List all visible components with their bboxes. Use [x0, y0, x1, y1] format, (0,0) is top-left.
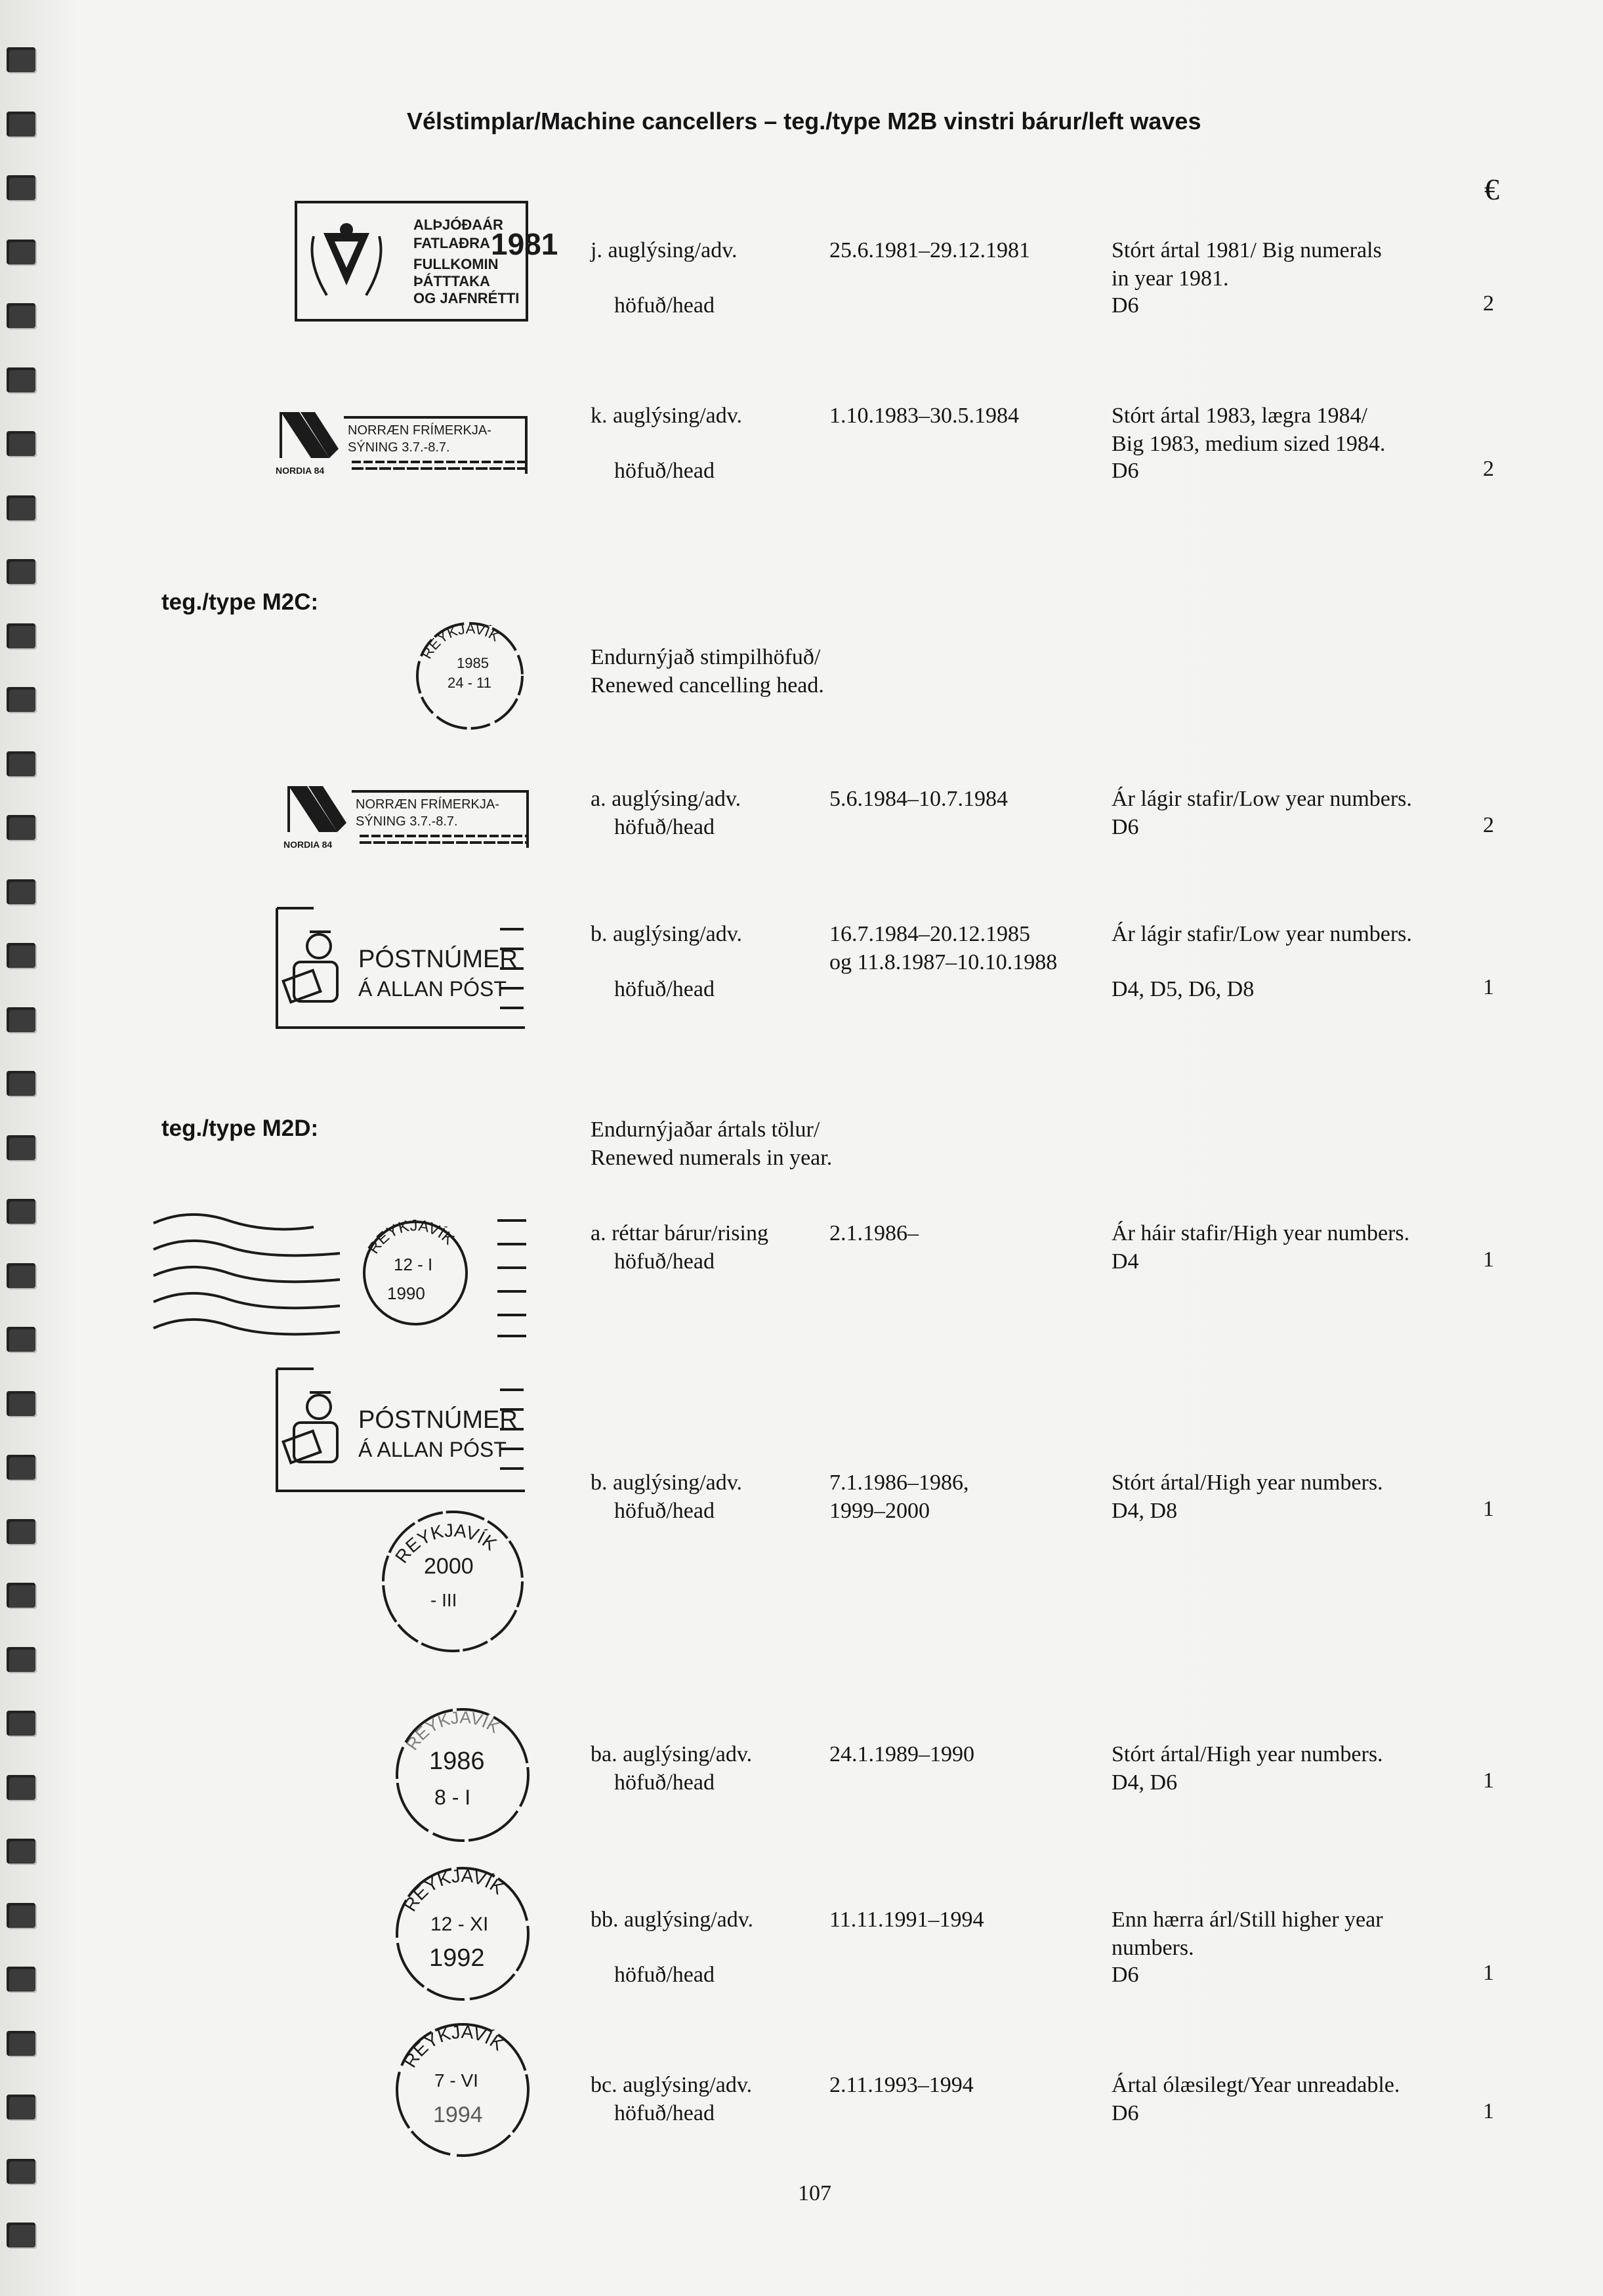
stamp-m2c-town: REYKJAVÍK	[418, 620, 503, 662]
binding-hole	[7, 1711, 35, 1736]
entry-head: höfuð/head	[614, 1249, 715, 1274]
section-desc-m2c-1: Endurnýjað stimpilhöfuð/	[591, 645, 821, 669]
wave-lines-icon	[154, 1215, 340, 1334]
entry-date-1: 5.6.1984–10.7.1984	[829, 787, 1008, 811]
nordia-logo-icon	[289, 786, 346, 832]
section-label-m2d: teg./type M2D:	[161, 1116, 319, 1141]
postman-icon	[283, 932, 337, 1002]
entry-die: D4, D6	[1112, 1770, 1178, 1795]
entry-code: ba. auglýsing/adv.	[591, 1742, 753, 1766]
entry-count: 1	[1483, 1247, 1494, 1272]
stamp-image-m2d-a	[150, 1207, 537, 1339]
entry-note-1: Enn hærra árl/Still higher year	[1112, 1908, 1383, 1932]
entry-count: 1	[1483, 1768, 1494, 1793]
binding-hole	[7, 623, 35, 648]
binding-hole	[7, 2159, 35, 2184]
page-number: 107	[798, 2181, 831, 2205]
binding-hole	[7, 1583, 35, 1608]
stamp-m2d-bc-date: 7 - VI	[434, 2070, 478, 2091]
stamp-m2c-a-line2: SÝNING 3.7.-8.7.	[356, 814, 458, 829]
entry-date-1: 2.1.1986–	[829, 1221, 919, 1245]
binding-hole	[7, 2095, 35, 2119]
stamp-m2d-b-town: REYKJAVÍK	[391, 1520, 501, 1567]
entry-die: D4, D5, D6, D8	[1112, 977, 1255, 1001]
stamp-image-m2c	[411, 617, 529, 735]
stamp-m2d-b-date: - III	[430, 1590, 457, 1610]
binding-hole	[7, 431, 35, 456]
binding-hole	[7, 1071, 35, 1096]
binding-hole	[7, 495, 35, 520]
postman-icon	[283, 1392, 337, 1463]
stamp-m2d-bb-year: 1992	[429, 1944, 485, 1972]
stamp-m2d-b-line2: Á ALLAN PÓST	[358, 1438, 507, 1461]
entry-code: bc. auglýsing/adv.	[591, 2073, 753, 2097]
stamp-m2c-a-line1: NORRÆN FRÍMERKJA-	[356, 797, 499, 812]
stamp-j-year: 1981	[491, 227, 558, 261]
stamp-m2d-a-town: REYKJAVÍK	[364, 1217, 458, 1257]
nordia-logo-icon	[281, 412, 339, 458]
stamp-k-line1: NORRÆN FRÍMERKJA-	[348, 423, 491, 438]
entry-note-1: Stórt ártal/High year numbers.	[1112, 1471, 1383, 1495]
binding-hole	[7, 1647, 35, 1672]
stamp-m2d-bc-year: 1994	[433, 2102, 483, 2127]
entry-code: j. auglýsing/adv.	[591, 238, 738, 262]
binding-hole	[7, 1839, 35, 1864]
euro-column-symbol: €	[1484, 173, 1499, 206]
entry-date-1: 7.1.1986–1986,	[829, 1471, 969, 1495]
entry-note-1: Stórt ártal/High year numbers.	[1112, 1742, 1383, 1766]
stamp-m2c-year: 1985	[457, 655, 489, 671]
section-desc-m2d-1: Endurnýjaðar ártals tölur/	[591, 1117, 820, 1142]
stamp-image-k	[276, 406, 531, 484]
binding-hole	[7, 2031, 35, 2056]
binding-hole	[7, 1519, 35, 1544]
svg-text:REYKJAVÍK	[402, 1707, 503, 1754]
binding-hole	[7, 1327, 35, 1352]
binding-hole	[7, 175, 35, 200]
binding-hole	[7, 559, 35, 584]
stamp-j-line4: ÞÁTTTAKA	[413, 273, 490, 289]
binding-hole	[7, 751, 35, 776]
entry-die: D4	[1112, 1249, 1139, 1274]
entry-head: höfuð/head	[614, 977, 715, 1001]
entry-date-1: 16.7.1984–20.12.1985	[829, 922, 1030, 946]
section-desc-m2c-2: Renewed cancelling head.	[591, 673, 824, 698]
binding-hole	[7, 1135, 35, 1160]
entry-code: a. réttar bárur/rising	[591, 1221, 768, 1245]
binding-hole	[7, 815, 35, 840]
stamp-m2d-a-year: 1990	[387, 1284, 425, 1303]
entry-die: D4, D8	[1112, 1499, 1178, 1523]
stamp-k-nordia: NORDIA 84	[276, 465, 325, 476]
binding-hole	[7, 2223, 35, 2247]
page-header: Vélstimplar/Machine cancellers – teg./type M2B vinstri bárur/left waves	[407, 108, 1201, 135]
entry-date-2: 1999–2000	[829, 1499, 930, 1523]
svg-text:REYKJAVÍK	[365, 1217, 458, 1257]
binding-hole	[7, 943, 35, 968]
svg-text:REYKJAVÍK	[400, 2022, 508, 2071]
stamp-m2d-bb-date: 12 - XI	[430, 1913, 489, 1935]
entry-note-2: numbers.	[1112, 1936, 1194, 1960]
stamp-image-m2d-bc	[387, 2014, 538, 2165]
binding-hole	[7, 240, 35, 264]
spiral-binding	[0, 0, 46, 2296]
entry-head: höfuð/head	[614, 459, 715, 483]
entry-note-2: in year 1981.	[1112, 266, 1229, 291]
stamp-m2d-b-year: 2000	[424, 1554, 474, 1579]
entry-die: D6	[1112, 2101, 1139, 2125]
stamp-m2c-b-line2: Á ALLAN PÓST	[358, 977, 507, 1001]
stamp-m2d-a-date: 12 - I	[394, 1255, 433, 1274]
entry-note-1: Stórt ártal 1983, lægra 1984/	[1112, 404, 1368, 428]
entry-count: 1	[1483, 1497, 1494, 1521]
stamp-image-m2d-bb	[387, 1858, 538, 2009]
binding-hole	[7, 1391, 35, 1416]
stamp-image-m2d-b-circle	[374, 1503, 531, 1660]
entry-die: D6	[1112, 459, 1139, 483]
wreath-emblem-icon	[312, 223, 381, 295]
entry-note-1: Ár lágir stafir/Low year numbers.	[1112, 922, 1412, 946]
entry-die: D6	[1112, 1963, 1139, 1987]
entry-date-1: 24.1.1989–1990	[829, 1742, 974, 1766]
binding-hole	[7, 367, 35, 392]
entry-date-1: 25.6.1981–29.12.1981	[829, 238, 1030, 262]
entry-note-1: Stórt ártal 1981/ Big numerals	[1112, 238, 1382, 262]
stamp-image-m2d-ba	[387, 1700, 538, 1850]
stamp-image-m2c-a	[283, 780, 533, 858]
entry-head: höfuð/head	[614, 1770, 715, 1795]
stamp-k-line2: SÝNING 3.7.-8.7.	[348, 440, 450, 455]
entry-code: b. auglýsing/adv.	[591, 1471, 743, 1495]
stamp-m2d-b-line1: PÓSTNÚMER	[358, 1406, 518, 1434]
binding-hole	[7, 112, 35, 136]
entry-count: 2	[1483, 813, 1494, 837]
binding-hole	[7, 1007, 35, 1032]
entry-count: 1	[1483, 975, 1494, 999]
binding-hole	[7, 1455, 35, 1480]
stamp-image-m2c-b	[274, 903, 531, 1032]
binding-hole	[7, 1903, 35, 1928]
section-label-m2c: teg./type M2C:	[161, 589, 319, 615]
binding-hole	[7, 1967, 35, 1992]
entry-date-2: og 11.8.1987–10.10.1988	[829, 950, 1058, 974]
entry-head: höfuð/head	[614, 1499, 715, 1523]
stamp-image-m2d-b-postnumer	[274, 1364, 531, 1495]
entry-count: 2	[1483, 457, 1494, 481]
svg-text:REYKJAVÍK	[400, 1866, 508, 1915]
entry-count: 2	[1483, 291, 1494, 316]
stamp-m2c-a-nordia: NORDIA 84	[283, 839, 333, 850]
stamp-image-j	[294, 197, 558, 325]
entry-head: höfuð/head	[614, 2101, 715, 2125]
entry-die: D6	[1112, 293, 1139, 318]
entry-head: höfuð/head	[614, 1963, 715, 1987]
stamp-m2c-date: 24 - 11	[448, 675, 491, 691]
entry-note-1: Ár háir stafir/High year numbers.	[1112, 1221, 1410, 1245]
entry-head: höfuð/head	[614, 293, 715, 318]
binding-hole	[7, 1775, 35, 1800]
binding-hole	[7, 1263, 35, 1288]
entry-date-1: 2.11.1993–1994	[829, 2073, 974, 2097]
stamp-j-line5: OG JAFNRÉTTI	[413, 290, 520, 306]
entry-date-1: 1.10.1983–30.5.1984	[829, 404, 1019, 428]
entry-note-1: Ártal ólæsilegt/Year unreadable.	[1112, 2073, 1400, 2097]
stamp-m2d-ba-date: 8 - I	[434, 1785, 471, 1809]
entry-count: 1	[1483, 1961, 1494, 1985]
entry-code: k. auglýsing/adv.	[591, 404, 743, 428]
binding-hole	[7, 1199, 35, 1224]
entry-note-2: Big 1983, medium sized 1984.	[1112, 432, 1386, 456]
stamp-j-line1: ALÞJÓÐAÁR	[413, 217, 503, 233]
entry-code: bb. auglýsing/adv.	[591, 1908, 754, 1932]
binding-hole	[7, 879, 35, 904]
entry-note-1: Ár lágir stafir/Low year numbers.	[1112, 787, 1412, 811]
stamp-m2c-b-line1: PÓSTNÚMER	[358, 946, 518, 973]
stamp-m2d-bb-town: REYKJAVÍK	[399, 1865, 508, 1915]
entry-die: D6	[1112, 815, 1139, 839]
stamp-j-line2: FATLAÐRA	[413, 235, 490, 251]
section-desc-m2d-2: Renewed numerals in year.	[591, 1146, 833, 1170]
stamp-m2d-ba-year: 1986	[429, 1747, 485, 1775]
entry-date-1: 11.11.1991–1994	[829, 1908, 984, 1932]
entry-code: a. auglýsing/adv.	[591, 787, 741, 811]
entry-count: 1	[1483, 2099, 1494, 2123]
binding-hole	[7, 303, 35, 328]
binding-hole	[7, 47, 35, 72]
stamp-m2d-bc-town: REYKJAVÍK	[399, 2021, 508, 2072]
binding-hole	[7, 687, 35, 712]
entry-code: b. auglýsing/adv.	[591, 922, 743, 946]
entry-head: höfuð/head	[614, 815, 715, 839]
stamp-m2d-ba-town: REYKJAVÍK	[402, 1707, 503, 1754]
stamp-j-line3: FULLKOMIN	[413, 256, 499, 272]
